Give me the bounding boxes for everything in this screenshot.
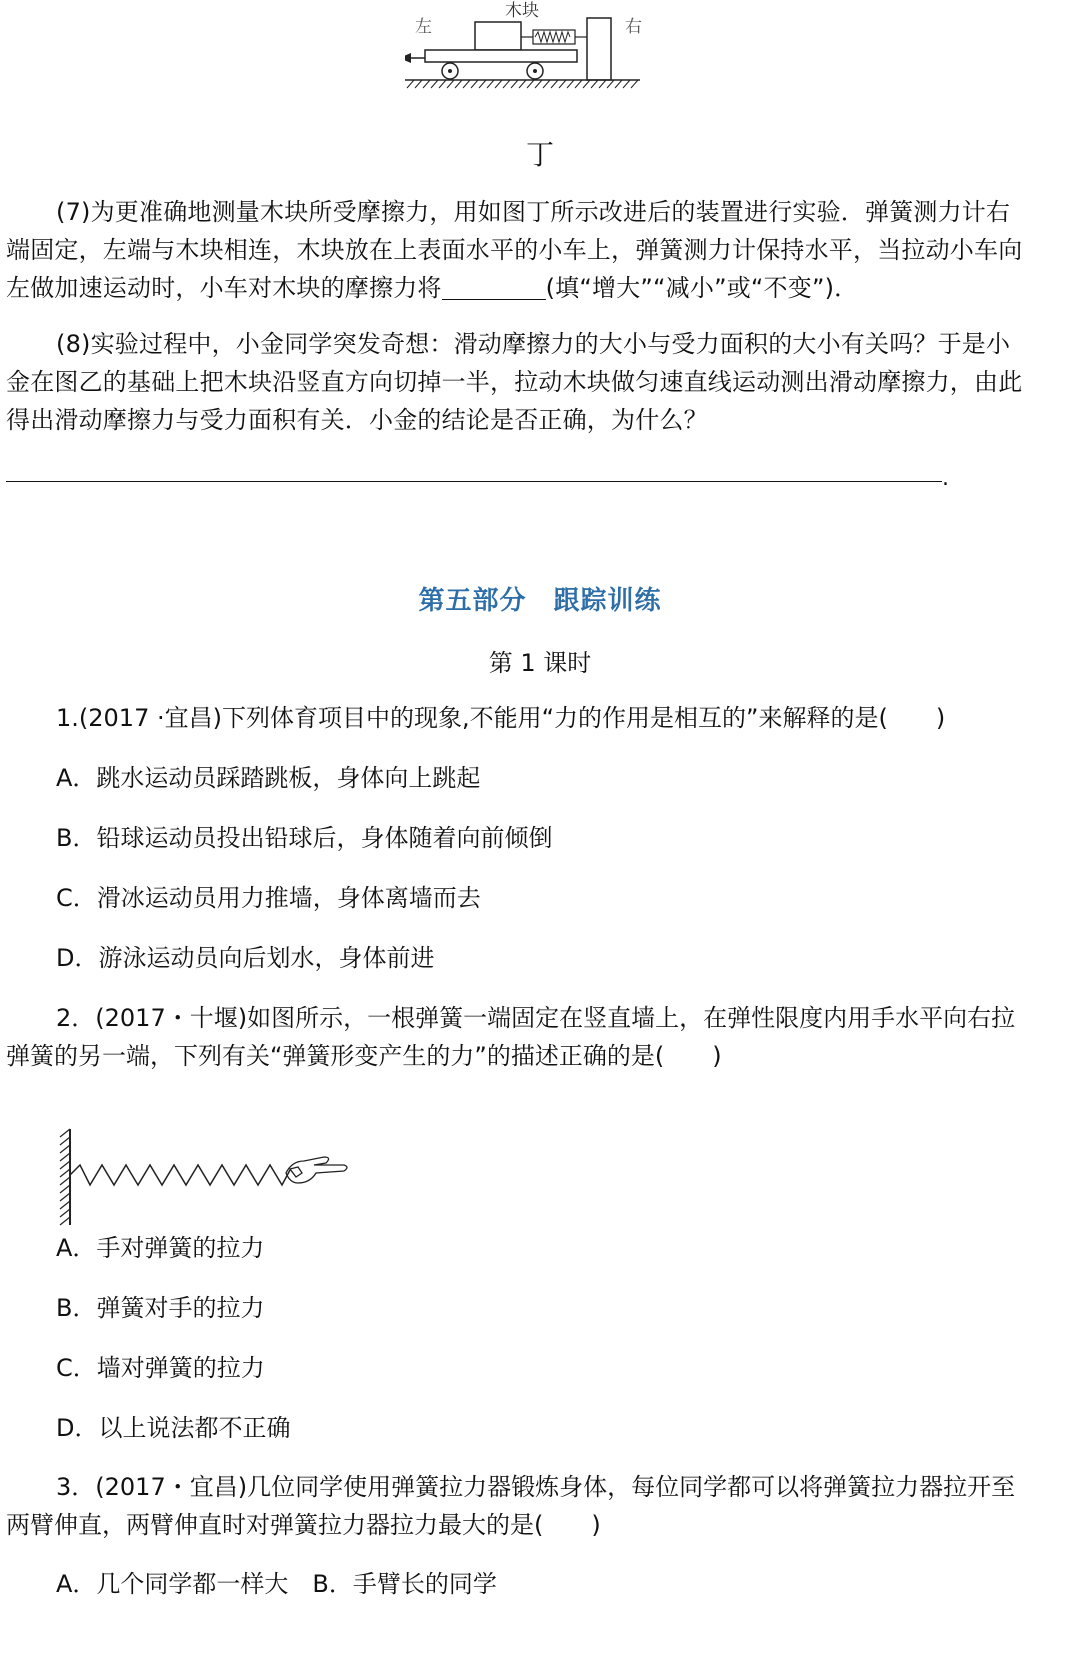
question-1-option-a[interactable]: A．跳水运动员踩踏跳板，身体向上跳起: [56, 764, 481, 792]
question-7-text: (7)为更准确地测量木块所受摩擦力，用如图丁所示改进后的装置进行实验．弹簧测力计右端固定，左端与木块相连，木块放在上表面水平的小车上，弹簧测力计保持水平，当拉动小车向左做加速运动时，小车对木块的摩擦力将: [6, 198, 1023, 302]
question-2-stem: 2．(2017・十堰)如图所示，一根弹簧一端固定在竖直墙上，在弹性限度内用手水平向右拉弹簧的另一端，下列有关“弹簧形变产生的力”的描述正确的是( ): [6, 1004, 1016, 1070]
question-2-option-d[interactable]: D．以上说法都不正确: [56, 1414, 291, 1442]
question-8-answer-line[interactable]: [6, 481, 942, 482]
lesson-title: 第 1 课时: [488, 649, 592, 677]
question-3-stem: 3．(2017・宜昌)几位同学使用弹簧拉力器锻炼身体，每位同学都可以将弹簧拉力器拉开至两臂伸直，两臂伸直时对弹簧拉力器拉力最大的是( ): [6, 1473, 1016, 1539]
wall-hatching: [60, 1129, 70, 1225]
question-1-stem: 1.(2017 ·宜昌)下列体育项目中的现象,不能用“力的作用是相互的”来解释的是( ): [56, 704, 946, 732]
wood-block: [475, 22, 521, 50]
figure-label-right: 右: [625, 17, 642, 37]
fixed-post: [587, 18, 611, 80]
figure-label-block: 木块: [505, 1, 539, 21]
question-7-answer-blank[interactable]: [442, 273, 546, 300]
figure-label-left: 左: [415, 17, 432, 37]
question-8: (8)实验过程中，小金同学突发奇想：滑动摩擦力的大小与受力面积的大小有关吗？于是小金在图乙的基础上把木块沿竖直方向切掉一半，拉动木块做匀速直线运动测出滑动摩擦力，由此得出滑动摩擦力与受力面积有关．小金的结论是否正确，为什么？: [6, 330, 1023, 434]
question-3-options[interactable]: A．几个同学都一样大 B．手臂长的同学: [56, 1570, 497, 1598]
wall-spring-hand-figure: [50, 1125, 350, 1230]
spring-coil: [70, 1165, 290, 1185]
question-2-option-a[interactable]: A．手对弹簧的拉力: [56, 1234, 265, 1262]
ground-hatching: [407, 80, 638, 88]
question-2-option-c[interactable]: C．墙对弹簧的拉力: [56, 1354, 265, 1382]
question-1-option-b[interactable]: B．铅球运动员投出铅球后，身体随着向前倾倒: [56, 824, 553, 852]
hand-icon: [286, 1157, 347, 1183]
question-1-option-c[interactable]: C．滑冰运动员用力推墙，身体离墙而去: [56, 884, 481, 912]
question-8-answer-end: .: [942, 466, 949, 491]
question-2-option-b[interactable]: B．弹簧对手的拉力: [56, 1294, 265, 1322]
question-1-option-d[interactable]: D．游泳运动员向后划水，身体前进: [56, 944, 435, 972]
cart-spring-scale-figure: [405, 0, 685, 105]
figure-caption: 丁: [525, 138, 554, 171]
cart-body: [425, 50, 577, 62]
section-title: 第五部分 跟踪训练: [418, 586, 662, 616]
question-7-text-after: (填“增大”“减小”或“不变”)．: [545, 274, 859, 302]
question-7: [6, 193, 1034, 307]
